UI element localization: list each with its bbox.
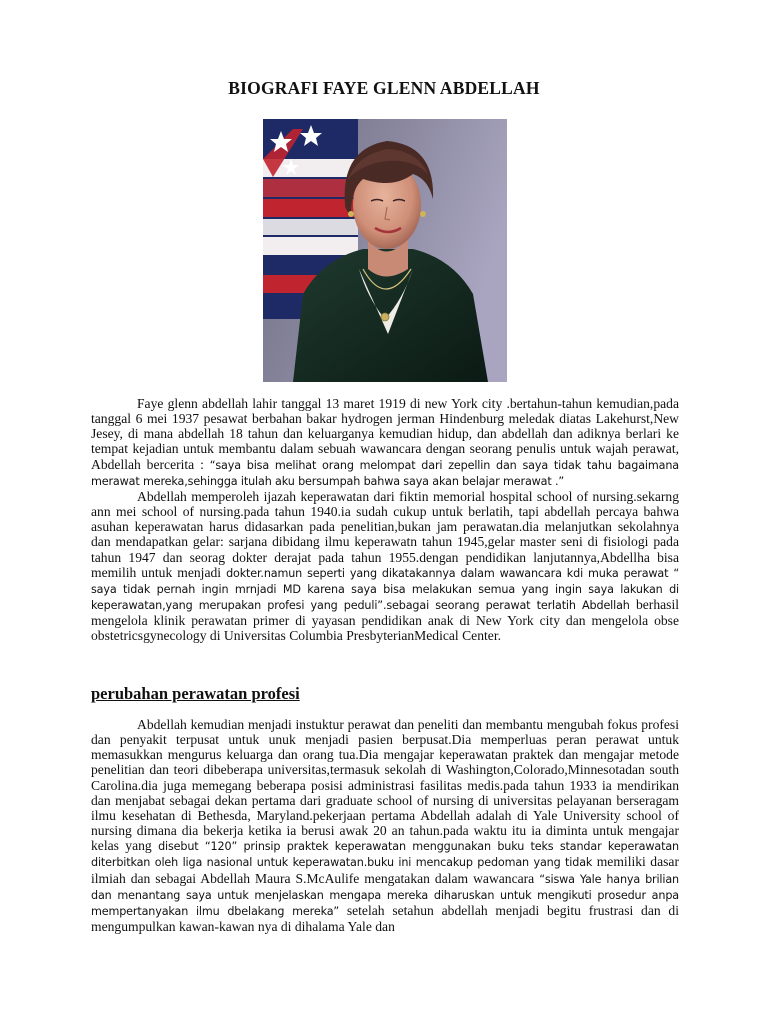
paragraph-1-text: Faye glenn abdellah lahir tanggal 13 maret 1919 di new York city .bertahun-tahun kemudian,pada tanggal 6 mei 1937 pesawat berbahan bakar hydrogen jerman Hindenburg meledak diatas Lakehurst,New Jesey, di mana abdellah 18 tahun dan keluarganya kemudian hidup, dan abdellah dan adiknya berlari ke tempat kejadian untuk membantu dalam sebuah wawancara dengan seorang penulis untuk wajah perawat, Abdellah bercerita : <box>91 396 679 472</box>
paragraph-1-quote: “saya bisa melihat orang melompat dari zepellin dan saya tidak tahu bagaimana merawat mereka,sehingga itulah aku bersumpah bahwa saya akan belajar merawat .” <box>91 458 679 488</box>
paragraph-2 <box>91 489 679 644</box>
portrait-photo <box>263 119 507 382</box>
body-text-top <box>91 396 679 644</box>
paragraph-2-quote: dokter.namun seperti yang dikatakannya dalam wawancara kdi muka perawat “ saya tidak pernah ingin mrnjadi MD karena saya bisa melakukan semua yang ingin saya lakukan di keperawatan,yang merupakan profesi yang peduli”.sebagai seorang perawat terlatih Abdellah <box>91 566 679 613</box>
document-title: BIOGRAFI FAYE GLENN ABDELLAH <box>228 78 540 98</box>
paragraph-3-ending: setelah setahun abdellah menjadi begitu frustrasi dan di mengumpulkan kawan-kawan nya di dihalama Yale dan <box>91 902 679 935</box>
body-text-bottom <box>91 717 679 934</box>
paragraph-3-middle: memiliki dasar ilmiah dan sebagai Abdellah Maura S.McAulife mengatakan dalam wawancara <box>91 854 679 886</box>
paragraph-3 <box>91 717 679 934</box>
paragraph-3-quote-1: disebut “120” prinsip praktek keperawatan menggunakan buku teks standar keperawatan diterbitkan oleh liga nasional untuk keperawatan.buku ini mencakup pedoman yang tidak <box>91 840 679 870</box>
paragraph-2-text: Abdellah memperoleh ijazah keperawatan dari fiktin memorial hospital school of nursing.sekarng ann mei school of nursing.pada tahun 1940.ia sudah cukup untuk berlatih, tapi abdellah percaya bahwa asuhan keperawatan harus didasarkan pada penelitian,bukan jam perawatan.dia melanjutkan sekolahnya dan mendapatkan gelar: sarjana dibidang ilmu keperawatn tahun 1945,gelar master seni di fisiologi pada tahun 1947 dan seorag dokter derajat pada tahun 1955.dengan pendidikan lanjutannya,Abdellha bisa memilih untuk menjadi <box>91 488 679 580</box>
paragraph-1 <box>91 396 679 489</box>
paragraph-2-closing: berhasil mengelola klinik perawatan primer di yayasan pendidikan anak di New York city dan mengelola obse obstetricsgynecology di Universitas Columbia PresbyterianMedical Center. <box>91 597 680 644</box>
section-heading: perubahan perawatan profesi <box>91 684 300 703</box>
paragraph-3-quote-2: “siswa Yale hanya brilian dan menantang saya untuk menjelaskan mengapa mereka diharuskan untuk mengikuti prosedur anpa mempertanyakan ilmu dbelakang mereka” <box>91 872 679 918</box>
paragraph-3-text: Abdellah kemudian menjadi instuktur perawat dan peneliti dan membantu mengubah fokus profesi dan penyakit terpusat untuk unuk menjadi pasien berpusat.Dia memperluas peran perawat untuk memasukkan mengurus keluarga dan orang tua.Dia mengajar keperawatan praktek dan mengajar metode penelitian dan teori dibeberapa universitas,termasuk sekolah di Washington,Colorado,Minnesotadan south Carolina.dia juga memegang beberapa posisi administrasi fasilitas medis.pada tahun 1933 ia mendirikan dan menjabat sebagai dekan pertama dari graduate school of nursing di universitas pelayanan berseragam ilmu kesehatan di Bethesda, Maryland.pekerjaan pertama Abdellah adalah di Yale University school of nursing dimana dia bekerja ketika ia berusi awak 20 an tahun.pada waktu itu ia diminta untuk mengajar kelas yang <box>91 717 679 854</box>
